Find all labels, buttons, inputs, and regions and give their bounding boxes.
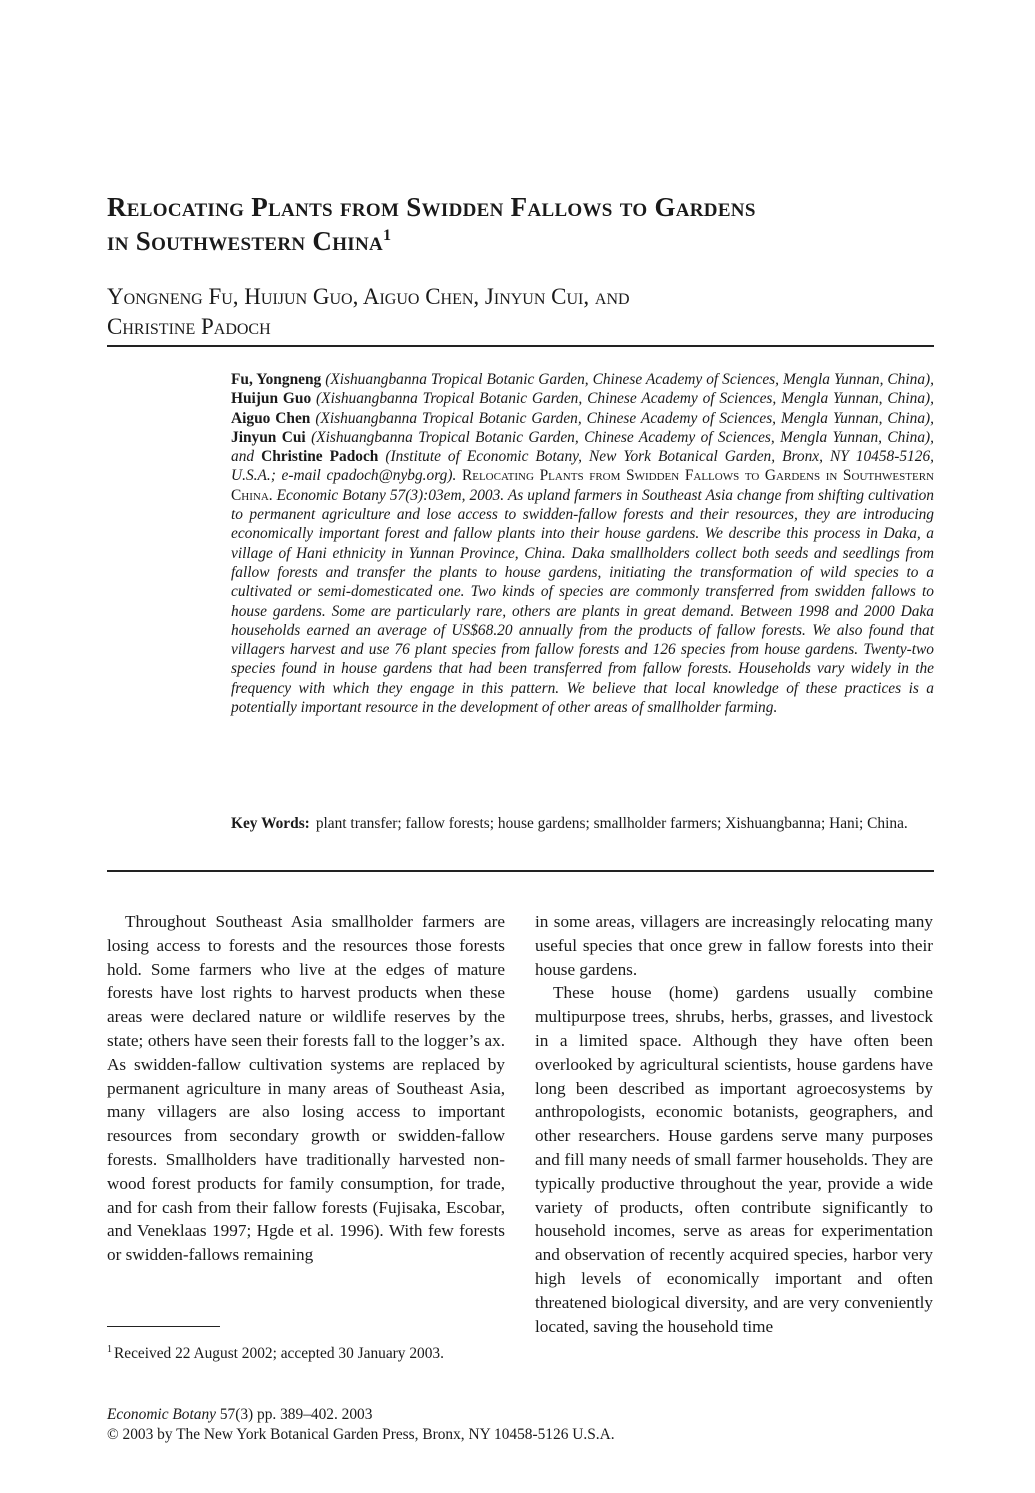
keywords-label: Key Words: [231,815,310,832]
abstract [231,370,934,717]
affiliation-3: (Xishuangbanna Tropical Botanic Garden, Chinese Academy of Sciences, Mengla Yunnan, China), [310,409,934,427]
abstract-body: Economic Botany 57(3):03em, 2003. As upland farmers in Southeast Asia change from shifting cultivation to permanent agriculture and lose access to swidden-fallow forests and their resources, they are introducing economically important forest and fallow plants into their house gardens. We describe this process in Daka, a village of Hani ethnicity in Yunnan Province, China. Daka smallholders collect both seeds and seedlings from fallow forests and transfer the plants to house gardens, initiating the transformation of wild species to a cultivated or semi-domesticated one. Two kinds of species are commonly transferred from swidden fallows to house gardens. Some are particularly rare, others are plants in great demand. Between 1998 and 2000 Daka households earned an average of US$68.20 annually from the products of fallow forests. We also found that villagers harvest and use 76 plant species from fallow forests and 126 species from house gardens. Twenty-two species found in house gardens that had been transferred from fallow forests. Households vary widely in the frequency with which they engage in this pattern. We believe that local knowledge of these practices is a potentially important resource in the development of other areas of smallholder farming. [231,486,934,717]
authors-line-1: Yongneng Fu, Huijun Guo, Aiguo Chen, Jinyun Cui, and [107,284,630,309]
footnote [107,1340,505,1364]
title-line-2: in Southwestern China [107,226,384,256]
body-paragraph: Throughout Southeast Asia smallholder farmers are losing access to forests and the resources those forests hold. Some farmers who live at the edges of mature forests have lost rights to harvest products when these areas were declared nature or wildlife reserves by the state; others have seen their forests fall to the logger’s ax. As swidden-fallow cultivation systems are replaced by permanent agriculture in many areas of Southeast Asia, many villagers are also losing access to important resources from secondary growth or swidden-fallow forests. Smallholders have traditionally harvested non-wood forest products for family consumption, for trade, and for cash from their fallow forests (Fujisaka, Escobar, and Veneklaas 1997; Hgde et al. 1996). With few forests or swidden-fallows remaining [107,912,505,1265]
author-name-5: Christine Padoch [261,448,379,466]
body-column-right [535,910,933,1338]
affiliation-1: (Xishuangbanna Tropical Botanic Garden, Chinese Academy of Sciences, Mengla Yunnan, China), [321,371,934,388]
keywords [231,814,934,833]
footnote-text: Received 22 August 2002; accepted 30 January 2003. [114,1345,444,1363]
affiliation-2: (Xishuangbanna Tropical Botanic Garden, Chinese Academy of Sciences, Mengla Yunnan, China), [311,390,934,408]
body-paragraph: in some areas, villagers are increasingly relocating many useful species that once grew in fallow forests into their house gardens. [535,912,933,979]
page-footer [107,1405,947,1444]
body-column-left [107,910,505,1267]
journal-citation [107,1405,947,1425]
author-name-4: Jinyun Cui [231,428,306,446]
keywords-text: plant transfer; fallow forests; house gardens; smallholder farmers; Xishuangbanna; Hani; China. [315,815,908,832]
author-name-2: Huijun Guo [231,390,312,408]
author-name-3: Aiguo Chen [231,409,311,427]
footnote-mark: 1 [107,1344,112,1355]
authors-line-2: Christine Padoch [107,314,271,339]
title-footnote-mark: 1 [383,226,392,244]
author-name-1: Fu, Yongneng [231,371,322,388]
abstract-article-title: Relocating Plants from Swidden Fallows to Gardens in Southwestern China. [231,467,934,504]
citation-details: 57(3) pp. 389–402. 2003 [215,1406,373,1423]
author-list [107,282,867,342]
title-line-1: Relocating Plants from Swidden Fallows to Gardens [107,192,756,222]
article-title [107,190,947,258]
bottom-rule [107,870,934,872]
copyright-line: © 2003 by The New York Botanical Garden Press, Bronx, NY 10458-5126 U.S.A. [107,1425,615,1443]
journal-name: Economic Botany [107,1406,216,1423]
affiliation-5: (Institute of Economic Botany, New York Botanical Garden, Bronx, NY 10458-5126, U.S.A.; e-mail cpadoch@nybg.org). [231,448,934,485]
affiliation-4: (Xishuangbanna Tropical Botanic Garden, Chinese Academy of Sciences, Mengla Yunnan, China), and [231,428,934,466]
footnote-rule [107,1326,220,1327]
body-paragraph: These house (home) gardens usually combine multipurpose trees, shrubs, herbs, grasses, and livestock in a limited space. Although they have often been overlooked by agricultural scientists, house gardens have long been described as important agroecosystems by anthropologists, economic botanists, geographers, and other researchers. House gardens serve many purposes and fill many needs of small farmer households. They are typically productive throughout the year, provide a wide variety of products, often contribute significantly to household incomes, serve as areas for experimentation and observation of recently acquired species, harbor very high levels of economically important and often threatened biological diversity, and are very conveniently located, saving the household time [535,983,933,1336]
top-rule [107,345,934,347]
